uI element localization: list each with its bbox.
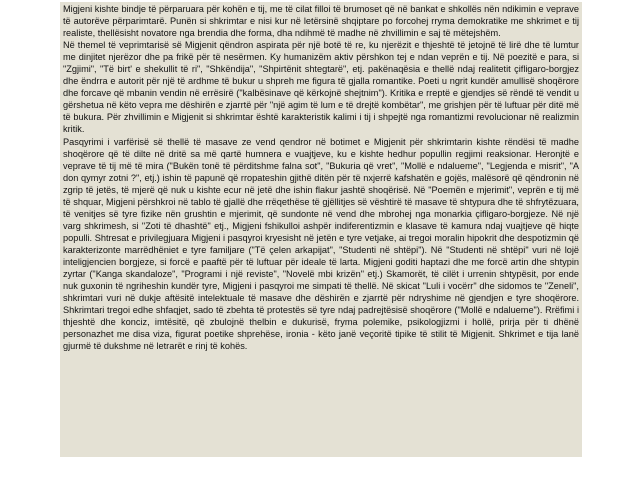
paragraph-intro: Migjeni kishte bindje të përparuara për kohën e tij, me të cilat filloi të brumoset që në bankat e shkollës nën ndikimin e veprave të autorëve përparimtarë. Punën si shkrimtar e nisi kur në letërsinë shqiptare po forcohej rryma demokratike me shkrimet e tij realiste, thellësisht novatore nga brendia dhe forma, dha ndihmë të madhe në zhvillimin e saj të mëtejshëm. — [63, 4, 579, 39]
text-box — [60, 2, 582, 457]
paragraph-humanism: Në themel të veprimtarisë së Migjenit qëndron aspirata për një botë të re, ku njerëzit e thjeshtë të jetojnë të lirë dhe të lumtur me dinjitet njerëzor dhe pa frikë për të nesërmen. Ky humanizëm aktiv përshkon tej e ndan veprën e tij. Në poezitë e para, si "Zgjimi", "Të birt' e shekullit të ri", "Shkëndija", "Shpirtënit shtegtarë", etj. pakënaqësia e thellë ndaj realitetit çifligaro-borgjez dhe ëndrra e autorit për një të ardhme të bukur u shpreh me figura të gjalla romantike. Poeti u ngrit kundër amullisë shoqërore dhe forcave që mbanin vendin në errësirë ("kalbësinave që kërkojnë shejtnim"). Kritika e rreptë e gjendjes së rëndë të vendit u gërshetua në këto vepra me dëshirën e zjarrtë për "një agim të lum e të drejtë kombëtar", me grishjen për të luftuar për ditë më të bukura. Për zhvillimin e Migjenit si shkrimtar është karakteristik kalimi i tij i shpejtë nga romantizmi revolucionar në realizmin kritik. — [63, 40, 579, 135]
paragraph-poverty: Pasqyrimi i varfërisë së thellë të masave ze vend qendror në botimet e Migjenit për shkrimtarin kishte rëndësi të madhe shoqërore që të dilte në dritë sa më qartë humnera e vuajtjeve, ku e kishte hedhur popullin regjimi reaksionar. Heronjtë e veprave të tij më të mira ("Bukën tonë të përditshme falna sot", "Bukuria që vret", "Mollë e ndalueme", "Legjenda e misrit", "A don qymyr zotni ?", etj.) ishin të papunë që rropateshin gjithë ditën për të nxjerrë kafshatën e gojës, malësorë që qëndronin në zgrip të jetës, të mjerë që nuk u kishte ecur në jetë dhe ishin flakur jashtë shoqërisë. Në "Poemën e mjerimit", veprën e tij më të shquar, Migjeni përshkroi në tablo të gjallë dhe rrëqethëse të gjëllitjes së vështirë të masave të shtypura dhe të shfrytëzuara, të venitjes së tyre fizike nën grushtin e mjerimit, që sundonte në vend dhe mbrohej nga monarkia çifligaro-borgjeze. Në një varg shkrimesh, si "Zoti të dhashtë" etj., Migjeni fshikulloi ashpër indiferentizmin e klasave të kamura ndaj vuajtjeve që hiqte populli. Shtresat e privilegjuara Migjeni i pasqyroi kryesisht në jetën e tyre vetjake, ai tregoi moralin hipokrit dhe despotizmin që karakterizonte marrëdhëniet e tyre familjare ("Të çelen arkapijat", "Studenti në shtëpi"). Në "Studenti në shtëpi" vuri në lojë inteligjencien borgjeze, si forcë e paaftë për të luftuar për ideale të larta. Migjeni goditi haptazi dhe me forcë artin dhe shtypin zyrtar ("Kanga skandaloze", "Programi i një reviste", "Novelë mbi krizën" etj.) Skamorët, të cilët i urrenin shtypësit, por ende nuk guxonin të ngriheshin kundër tyre, Migjeni i pasqyroi me simpati të thellë. Në skicat "Luli i vocërr" dhe sidomos te "Zeneli", shkrimtari vuri në dukje aftësitë intelektuale të masave dhe dëshirën e zjarrtë për ndryshime në gjendjen e tyre shoqërore. Shkrimtari tregoi edhe shfaqjet, sado të zbehta të protestës së tyre ndaj padrejtësisë shoqërore ("Mollë e ndalueme"). Rrëfimi i thjeshtë dhe konciz, imtësitë, që zbulojnë thelbin e dukurisë, fryma polemike, psikologjizmi i hollë, prirja për ti dhënë personazhet me disa viza, figurat poetike shprehëse, ironia - këto janë veçoritë tipike të stilit të Migjenit. Shkrimet e tija lanë gjurmë të dukshme në letrarët e rinj të kohës. — [63, 136, 579, 352]
